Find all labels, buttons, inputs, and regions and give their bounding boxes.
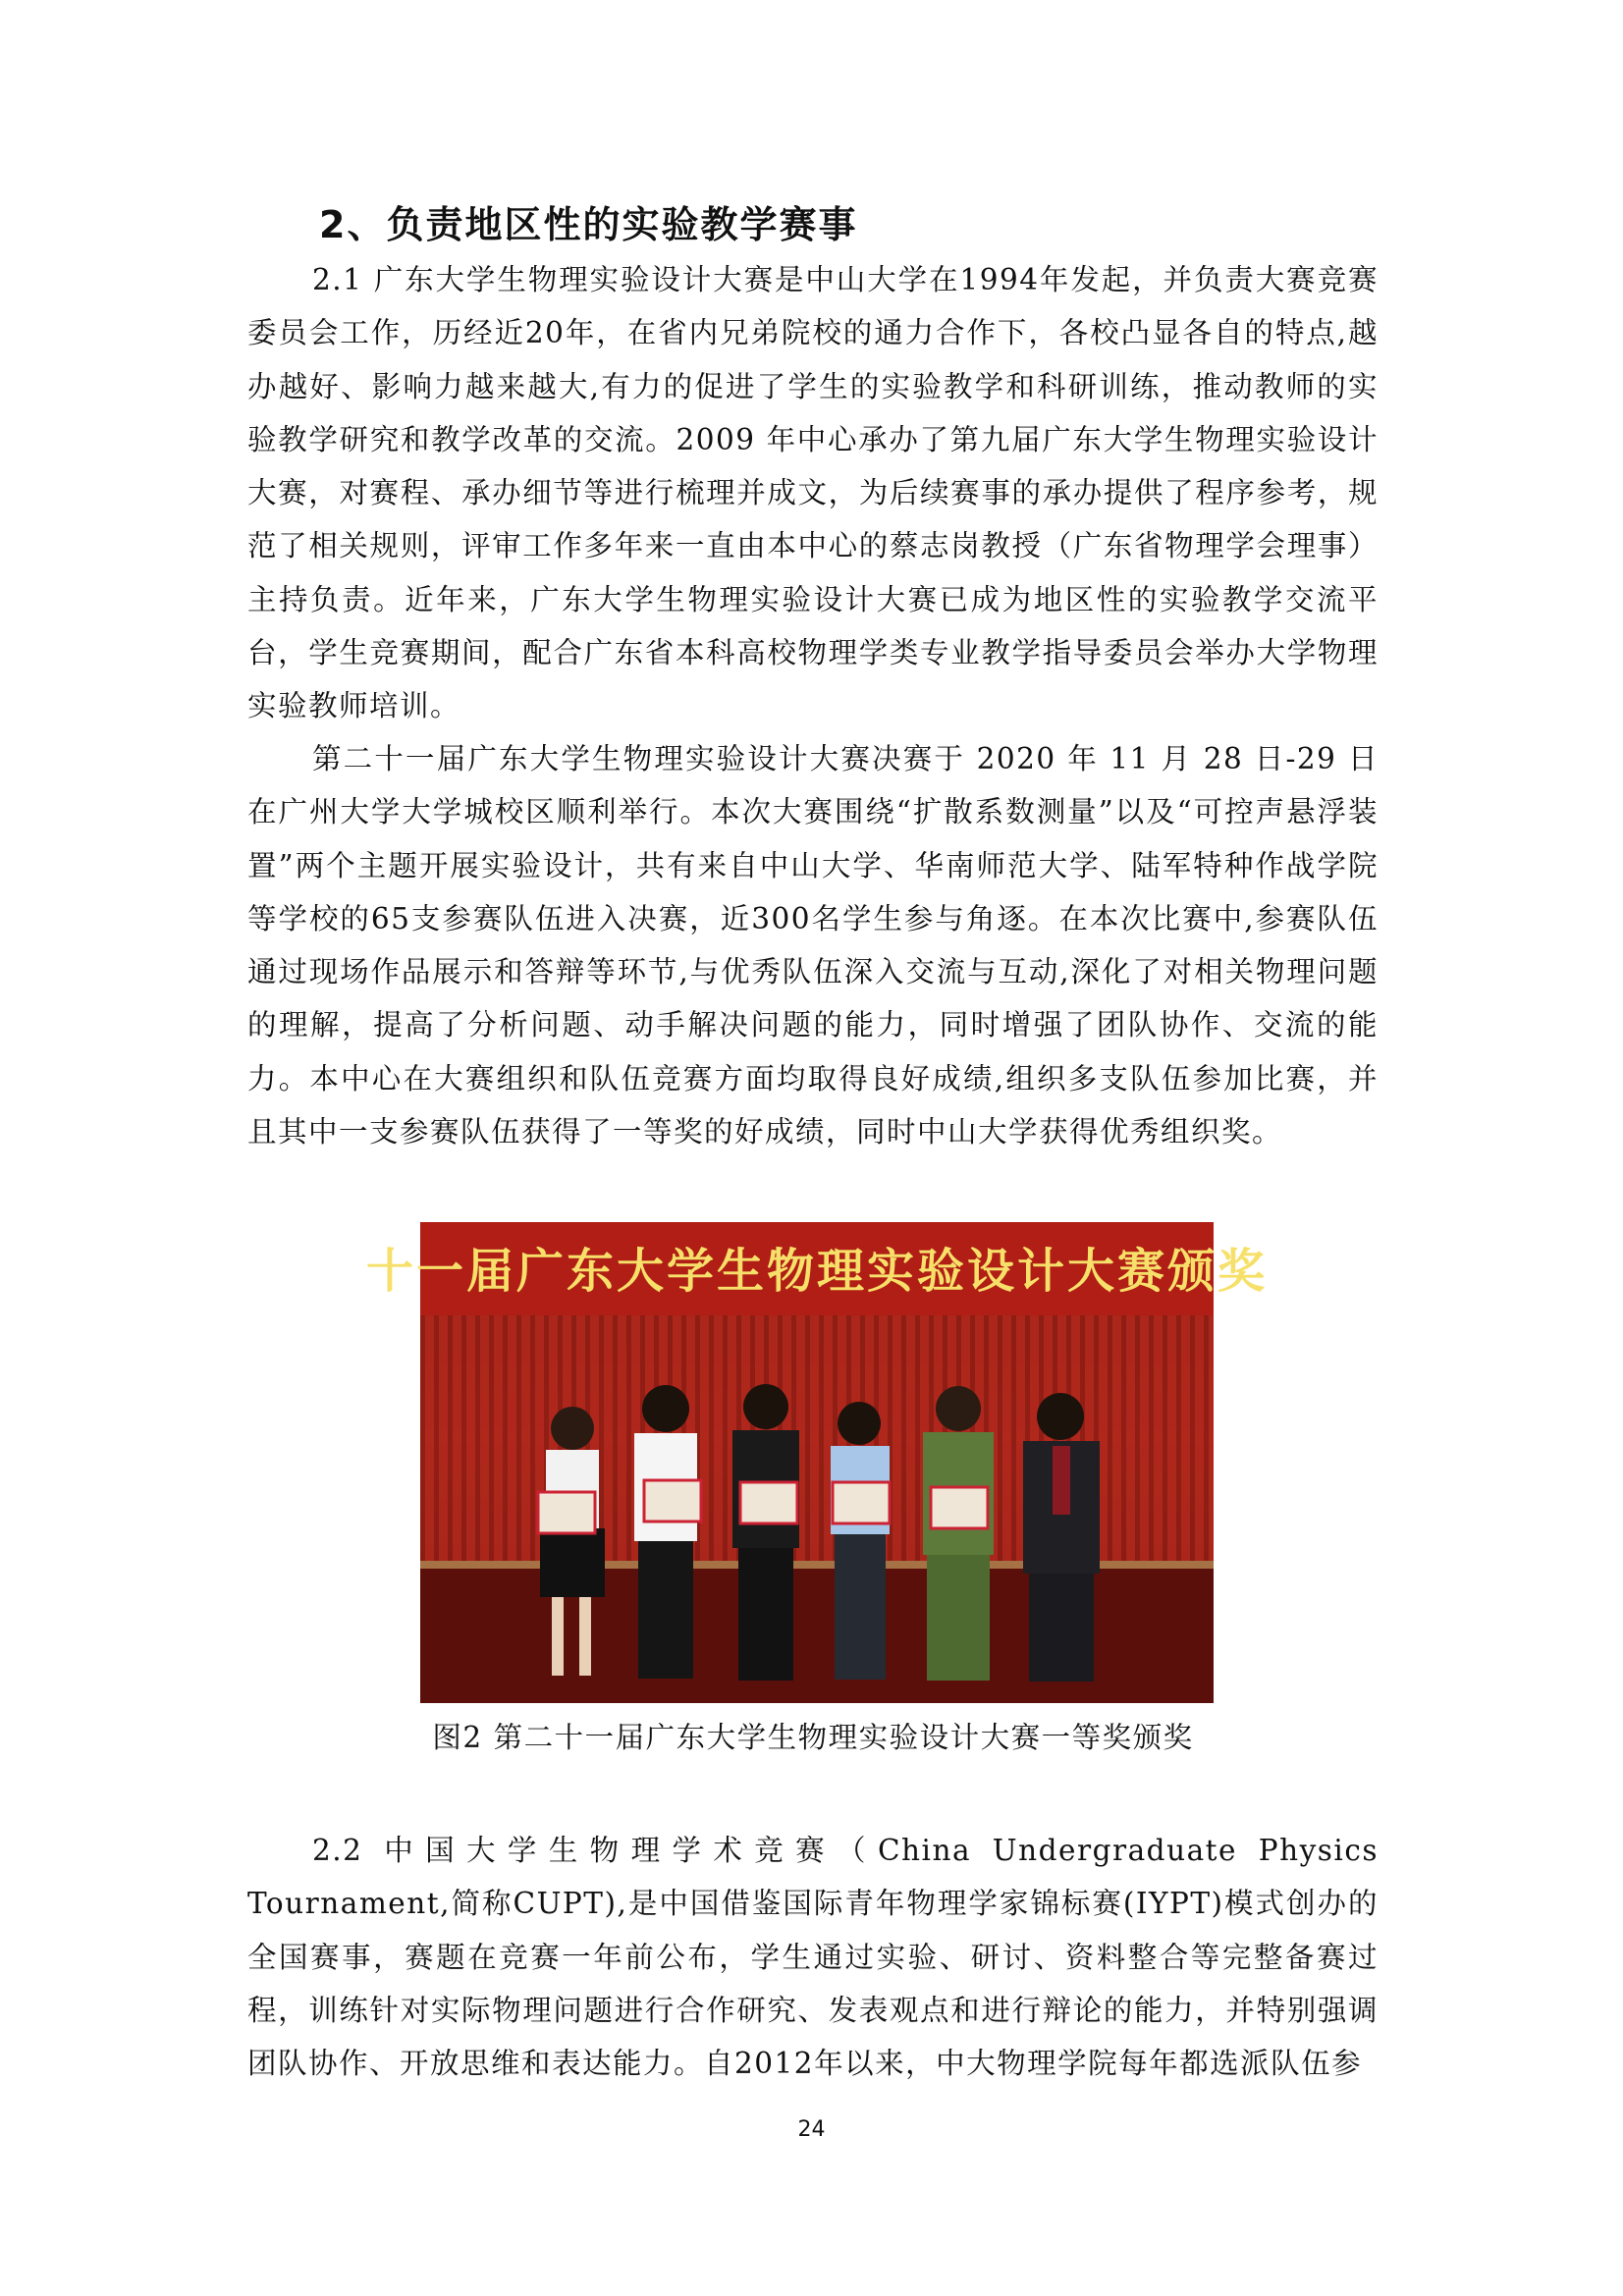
section-heading: 2、负责地区性的实验教学赛事 — [319, 203, 858, 246]
paragraph-2-2: 2.2 中国大学生物理学术竞赛（China Undergraduate Physics Tournament,简称CUPT),是中国借鉴国际青年物理学家锦标赛(IYPT)模式创办的全国赛事，赛题在竞赛一年前公布，学生通过实验、研讨、资料整合等完整备赛过程，训练针对实际物理问题进行合作研究、发表观点和进行辩论的能力，并特别强调团队协作、开放思维和表达能力。自2012年以来，中大物理学院每年都选派队伍参 — [247, 1834, 1379, 2081]
award-ceremony-photo — [365, 1222, 1269, 1703]
page-number: 24 — [797, 2117, 826, 2142]
paragraph-competition-final: 第二十一届广东大学生物理实验设计大赛决赛于 2020 年 11 月 28 日-29 日在广州大学大学城校区顺利举行。本次大赛围绕“扩散系数测量”以及“可控声悬浮装置”两个主题开展实验设计，共有来自中山大学、华南师范大学、陆军特种作战学院等学校的65支参赛队伍进入决赛，近300名学生参与角逐。在本次比赛中,参赛队伍通过现场作品展示和答辩等环节,与优秀队伍深入交流与互动,深化了对相关物理问题的理解，提高了分析问题、动手解决问题的能力，同时增强了团队协作、交流的能力。本中心在大赛组织和队伍竞赛方面均取得良好成绩,组织多支队伍参加比赛，并且其中一支参赛队伍获得了一等奖的好成绩，同时中山大学获得优秀组织奖。 — [247, 742, 1379, 1149]
figure-caption: 图2 第二十一届广东大学生物理实验设计大赛一等奖颁奖 — [432, 1721, 1194, 1754]
paragraph-2-1: 2.1 广东大学生物理实验设计大赛是中山大学在1994年发起，并负责大赛竞赛委员会工作，历经近20年，在省内兄弟院校的通力合作下，各校凸显各自的特点,越办越好、影响力越来越大,有力的促进了学生的实验教学和科研训练，推动教师的实验教学研究和教学改革的交流。2009 年中心承办了第九届广东大学生物理实验设计大赛，对赛程、承办细节等进行梳理并成文，为后续赛事的承办提供了程序参考，规范了相关规则，评审工作多年来一直由本中心的蔡志岗教授（广东省物理学会理事）主持负责。近年来，广东大学生物理实验设计大赛已成为地区性的实验教学交流平台，学生竞赛期间，配合广东省本科高校物理学类专业教学指导委员会举办大学物理实验教师培训。 — [247, 263, 1379, 723]
photo-banner-text: 十一届广东大学生物理实验设计大赛颁奖 — [365, 1244, 1269, 1299]
